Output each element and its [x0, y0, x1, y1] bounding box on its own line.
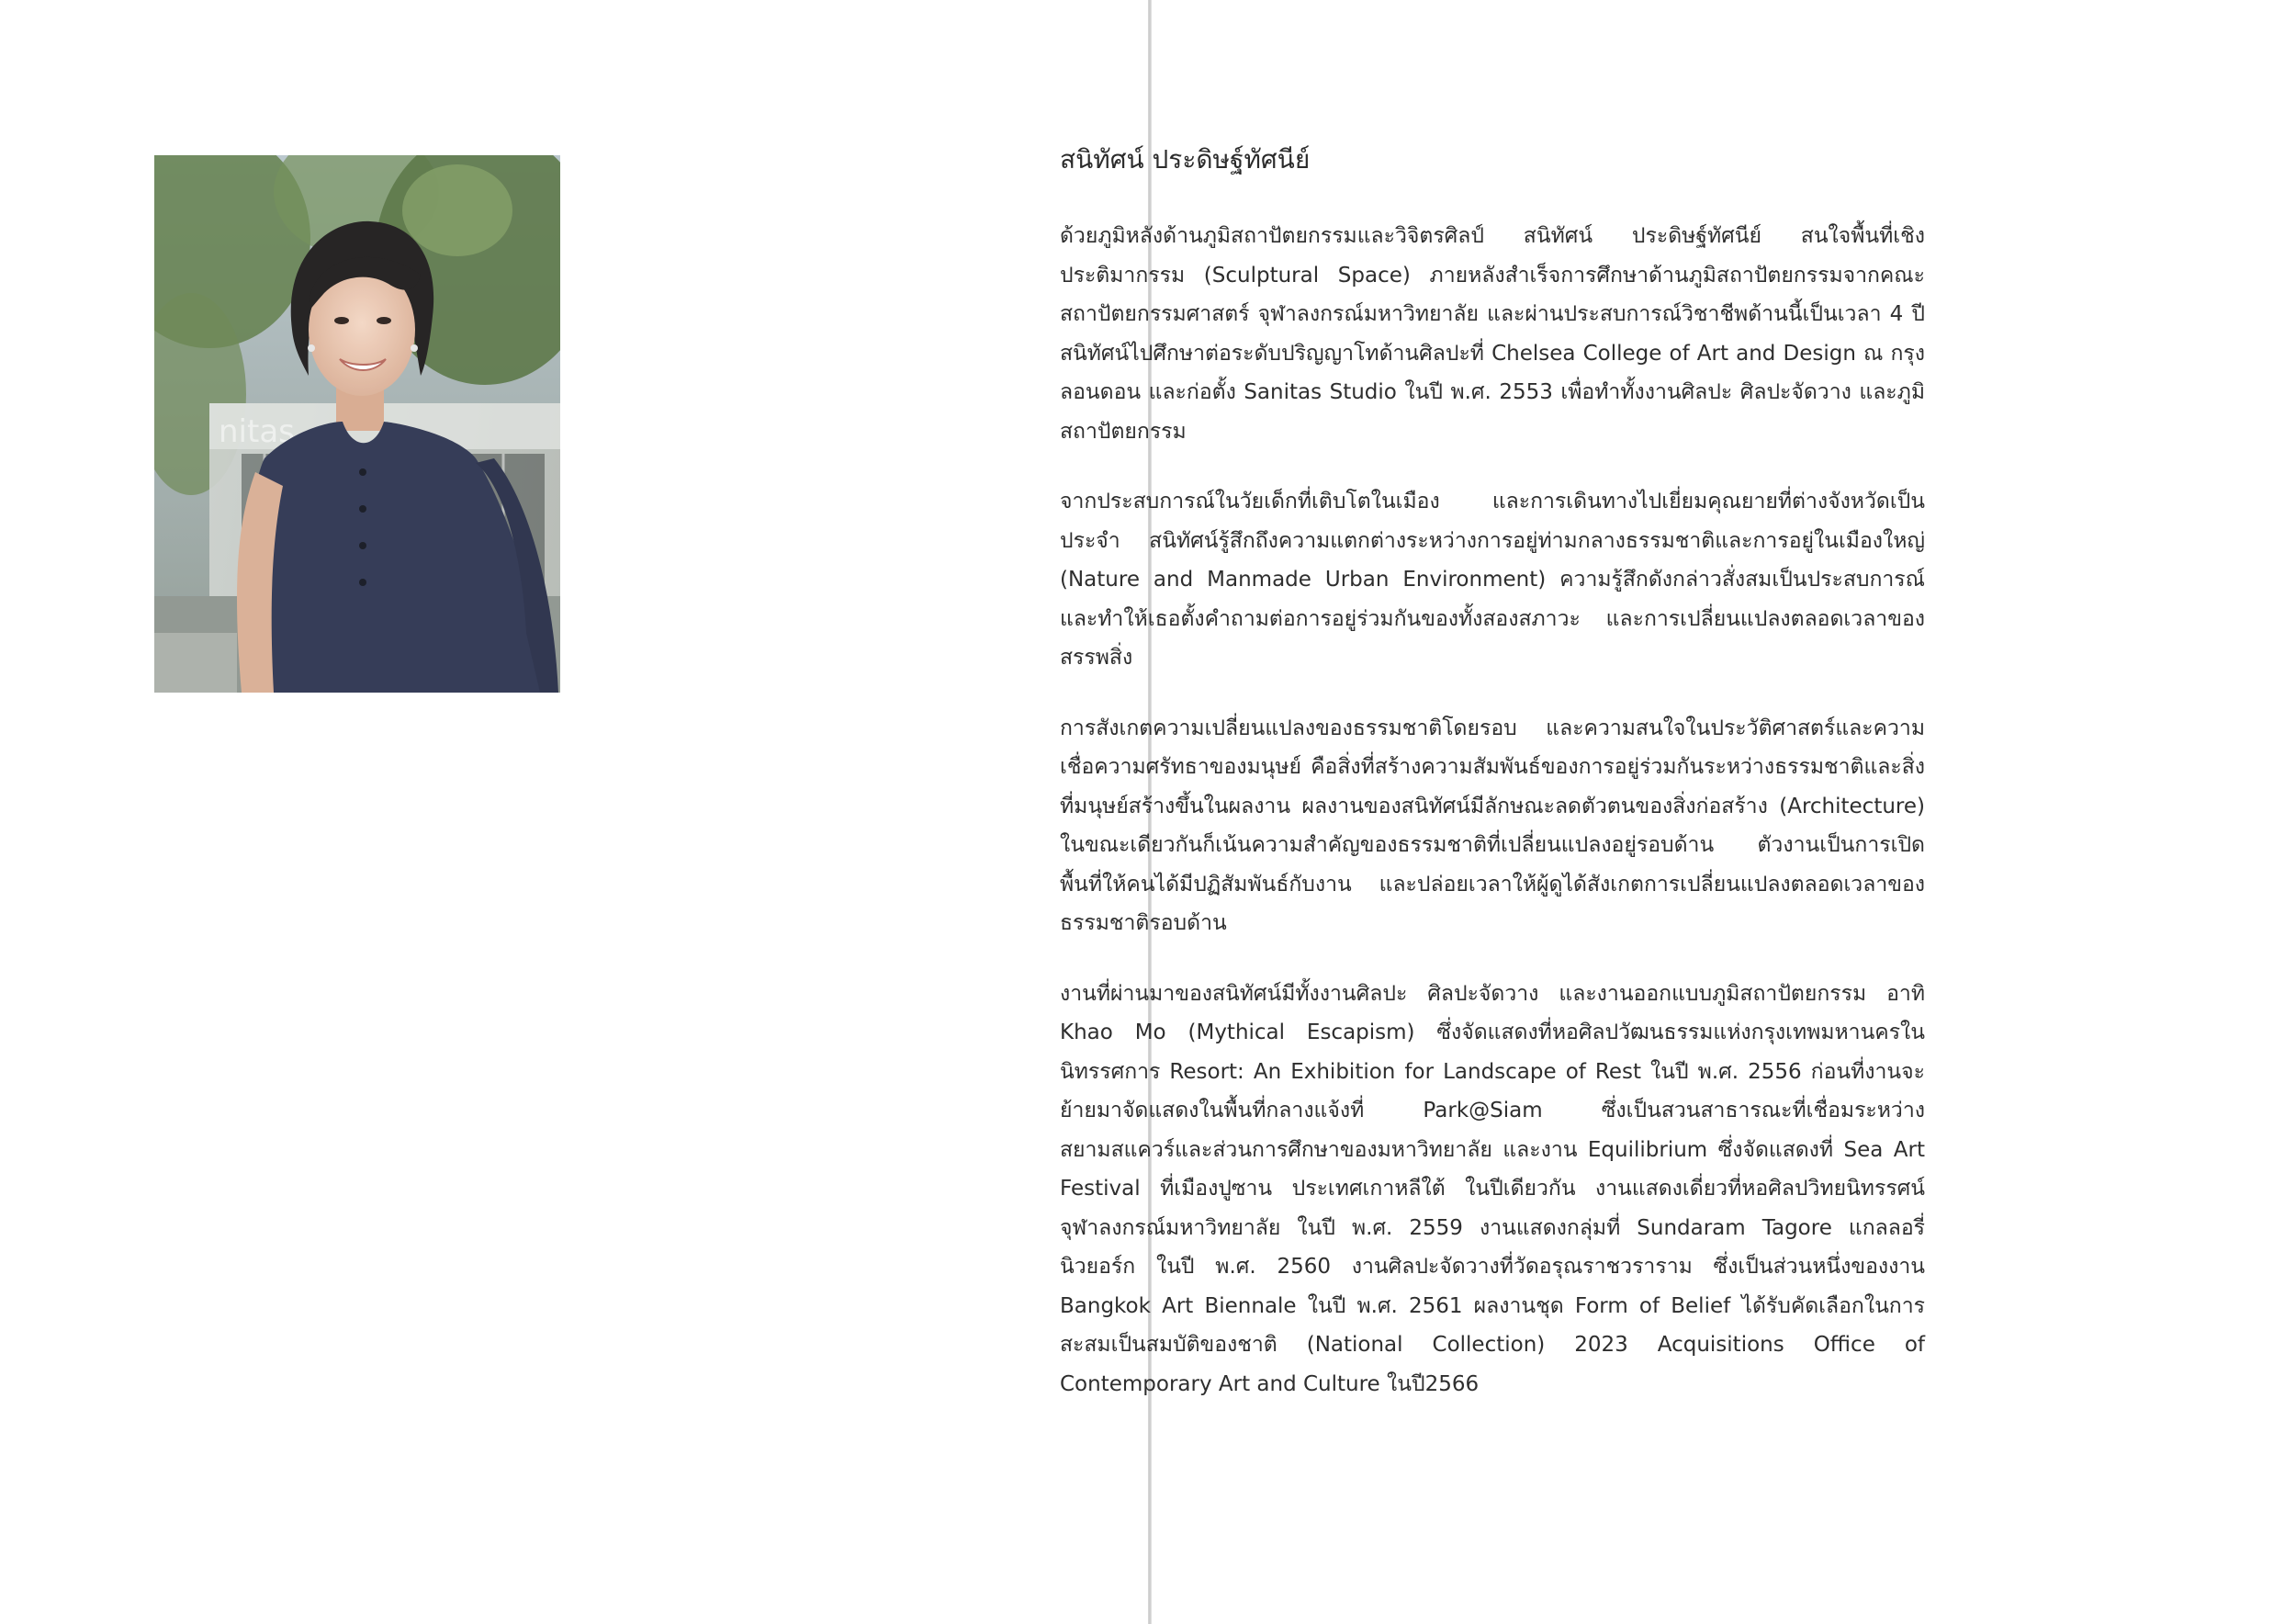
bio-paragraph-4: งานที่ผ่านมาของสนิทัศน์มีทั้งงานศิลปะ ศิลปะจัดวาง และงานออกแบบภูมิสถาปัตยกรรม อาทิ Khao Mo (Mythical Escapism) ซึ่งจัดแสดงที่หอศิลปวัฒนธรรมแห่งกรุงเทพมหานครในนิทรรศการ Resort: An Exhibition for Landscape of Rest ในปี พ.ศ. 2556 ก่อนที่งานจะย้ายมาจัดแสดงในพื้นที่กลางแจ้งที่ Park@Siam ซึ่งเป็นสวนสาธารณะที่เชื่อมระหว่างสยามสแควร์และส่วนการศึกษาของมหาวิทยาลัย และงาน Equilibrium ซึ่งจัดแสดงที่ Sea Art Festival ที่เมืองปูซาน ประเทศเกาหลีใต้ ในปีเดียวกัน งานแสดงเดี่ยวที่หอศิลปวิทยนิทรรศน์ จุฬาลงกรณ์มหาวิทยาลัย ในปี พ.ศ. 2559 งานแสดงกลุ่มที่ Sundaram Tagore แกลลอรี่นิวยอร์ก ในปี พ.ศ. 2560 งานศิลปะจัดวางที่วัดอรุณราชวราราม ซึ่งเป็นส่วนหนึ่งของงาน Bangkok Art Biennale ในปี พ.ศ. 2561 ผลงานชุด Form of Belief ได้รับคัดเลือกในการสะสมเป็นสมบัติของชาติ (National Collection) 2023 Acquisitions Office of Contemporary Art and Culture ในปี2566	[1060, 981, 1925, 1396]
bio-paragraph-3: การสังเกตความเปลี่ยนแปลงของธรรมชาติโดยรอบ และความสนใจในประวัติศาสตร์และความเชื่อความศรัทธาของมนุษย์ คือสิ่งที่สร้างความสัมพันธ์ของการอยู่ร่วมกันระหว่างธรรมชาติและสิ่งที่มนุษย์สร้างขึ้นในผลงาน ผลงานของสนิทัศน์มีลักษณะลดตัวตนของสิ่งก่อสร้าง (Architecture) ในขณะเดียวกันก็เน้นความสำคัญของธรรมชาติที่เปลี่ยนแปลงอยู่รอบด้าน ตัวงานเป็นการเปิดพื้นที่ให้คนได้มีปฏิสัมพันธ์กับงาน และปล่อยเวลาให้ผู้ดูได้สังเกตการเปลี่ยนแปลงตลอดเวลาของธรรมชาติรอบด้าน	[1060, 716, 1925, 935]
artist-portrait-photo	[154, 155, 560, 693]
bio-paragraph-1: ด้วยภูมิหลังด้านภูมิสถาปัตยกรรมและวิจิตรศิลป์ สนิทัศน์ ประดิษฐ์ทัศนีย์ สนใจพื้นที่เชิงประติมากรรม (Sculptural Space) ภายหลังสำเร็จการศึกษาด้านภูมิสถาปัตยกรรมจากคณะสถาปัตยกรรมศาสตร์ จุฬาลงกรณ์มหาวิทยาลัย และผ่านประสบการณ์วิชาชีพด้านนี้เป็นเวลา 4 ปี สนิทัศน์ไปศึกษาต่อระดับปริญญาโทด้านศิลปะที่ Chelsea College of Art and Design ณ กรุงลอนดอน และก่อตั้ง Sanitas Studio ในปี พ.ศ. 2553 เพื่อทำทั้งงานศิลปะ ศิลปะจัดวาง และภูมิสถาปัตยกรรม	[1060, 224, 1925, 444]
photo-sign-text: nitas	[219, 413, 295, 450]
artist-biography	[1060, 140, 1925, 1435]
bio-paragraph-2: จากประสบการณ์ในวัยเด็กที่เติบโตในเมือง และการเดินทางไปเยี่ยมคุณยายที่ต่างจังหวัดเป็นประจำ สนิทัศน์รู้สึกถึงความแตกต่างระหว่างการอยู่ท่ามกลางธรรมชาติและการอยู่ในเมืองใหญ่ (Nature and Manmade Urban Environment) ความรู้สึกดังกล่าวสั่งสมเป็นประสบการณ์และทำให้เธอตั้งคำถามต่อการอยู่ร่วมกันของทั้งสองสภาวะ และการเปลี่ยนแปลงตลอดเวลาของสรรพสิ่ง	[1060, 490, 1925, 670]
artist-name-heading: สนิทัศน์ ประดิษฐ์ทัศนีย์	[1060, 144, 1311, 175]
